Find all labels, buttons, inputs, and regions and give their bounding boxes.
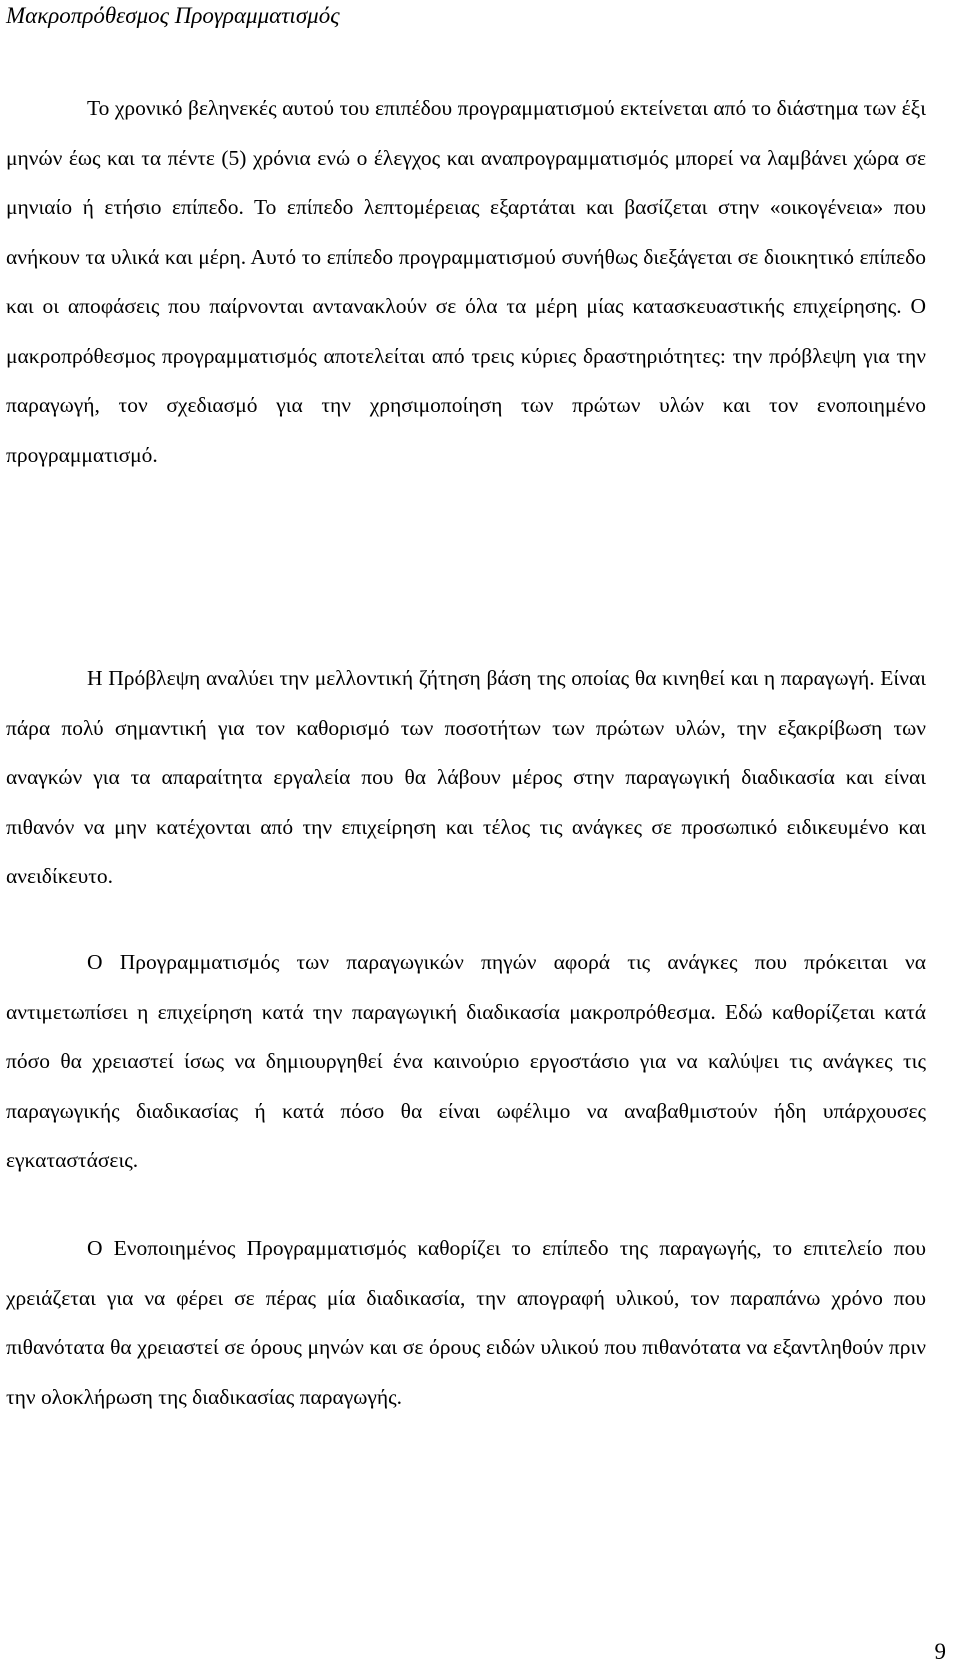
paragraph-long-term-planning: Το χρονικό βεληνεκές αυτού του επιπέδου προγραμματισμού εκτείνεται από το διάστημα των έξι μηνών έως και τα πέντε (5) χρόνια ενώ ο έλεγχος και αναπρογραμματισμός μπορεί να λαμβάνει χώρα σε μηνιαίο ή ετήσιο επίπεδο. Το επίπεδο λεπτομέρειας εξαρτάται και βασίζεται στην «οικογένεια» που ανήκουν τα υλικά και μέρη. Αυτό το επίπεδο προγραμματισμού συνήθως διεξάγεται σε διοικητικό επίπεδο και οι αποφάσεις που παίρνονται αντανακλούν σε όλα τα μέρη μίας κατασκευαστικής επιχείρησης. Ο μακροπρόθεσμος προγραμματισμός αποτελείται από τρεις κύριες δραστηριότητες: την πρόβλεψη για την παραγωγή, τον σχεδιασμό για την χρησιμοποίηση των πρώτων υλών και τον ενοποιημένο προγραμματισμό. — [6, 96, 926, 467]
paragraph-forecasting: Η Πρόβλεψη αναλύει την μελλοντική ζήτηση βάση της οποίας θα κινηθεί και η παραγωγή. Είναι πάρα πολύ σημαντική για τον καθορισμό των ποσοτήτων των πρώτων υλών, την εξακρίβωση των αναγκών για τα απαραίτητα εργαλεία που θα λάβουν μέρος στην παραγωγική διαδικασία και είναι πιθανόν να μην κατέχονται από την επιχείρηση και τέλος τις ανάγκες σε προσωπικό ειδικευμένο και ανειδίκευτο. — [6, 666, 926, 888]
page-number: 9 — [934, 1639, 946, 1664]
paragraph-aggregate-planning: Ο Ενοποιημένος Προγραμματισμός καθορίζει το επίπεδο της παραγωγής, το επιτελείο που χρειάζεται για να φέρει σε πέρας μία διαδικασία, την απογραφή υλικού, τον παραπάνω χρόνο που πιθανότατα θα χρειαστεί σε όρους μηνών και σε όρους ειδών υλικού που πιθανότατα να εξαντληθούν πριν την ολοκλήρωση της διαδικασίας παραγωγής. — [6, 1236, 926, 1409]
paragraph-resource-planning: Ο Προγραμματισμός των παραγωγικών πηγών αφορά τις ανάγκες που πρόκειται να αντιμετωπίσει η επιχείρηση κατά την παραγωγική διαδικασία μακροπρόθεσμα. Εδώ καθορίζεται κατά πόσο θα χρειαστεί ίσως να δημιουργηθεί ένα καινούριο εργοστάσιο για να καλύψει τις ανάγκες τις παραγωγικής διαδικασίας ή κατά πόσο θα είναι ωφέλιμο να αναβαθμιστούν ήδη υπάρχουσες εγκαταστάσεις. — [6, 950, 926, 1172]
section-heading: Μακροπρόθεσμος Προγραμματισμός — [6, 3, 340, 28]
